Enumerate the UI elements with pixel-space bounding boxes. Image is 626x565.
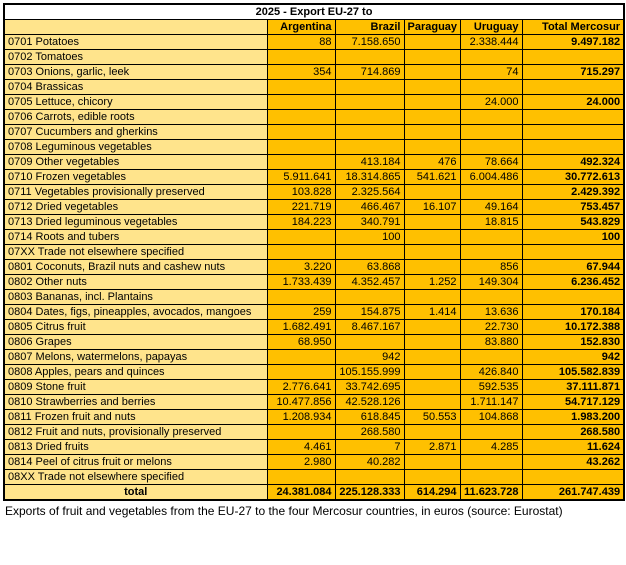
product-row — [4, 305, 624, 320]
country-value-cell: 1.414 — [404, 305, 460, 320]
country-value-cell: 1.682.491 — [267, 320, 335, 335]
country-value-cell: 2.776.641 — [267, 380, 335, 395]
country-value-cell: 476 — [404, 155, 460, 170]
total-mercosur-value-cell: 543.829 — [522, 215, 624, 230]
country-value-cell — [267, 245, 335, 260]
country-value-cell — [404, 65, 460, 80]
country-value-cell — [460, 125, 522, 140]
product-row — [4, 185, 624, 200]
product-row-label: 0802 Other nuts — [4, 275, 267, 290]
product-row-label: 0808 Apples, pears and quinces — [4, 365, 267, 380]
country-value-cell: 40.282 — [335, 455, 404, 470]
product-row — [4, 215, 624, 230]
country-value-cell: 10.477.856 — [267, 395, 335, 410]
total-mercosur-value-cell: 67.944 — [522, 260, 624, 275]
product-row — [4, 155, 624, 170]
country-value-cell: 18.815 — [460, 215, 522, 230]
total-mercosur-value-cell: 9.497.182 — [522, 35, 624, 50]
country-value-cell: 78.664 — [460, 155, 522, 170]
product-row-label: 0714 Roots and tubers — [4, 230, 267, 245]
product-row-label: 0711 Vegetables provisionally preserved — [4, 185, 267, 200]
total-mercosur-value-cell — [522, 290, 624, 305]
product-row-label: 0702 Tomatoes — [4, 50, 267, 65]
product-row-label: 0805 Citrus fruit — [4, 320, 267, 335]
country-value-cell: 24.000 — [460, 95, 522, 110]
country-value-cell: 856 — [460, 260, 522, 275]
product-row — [4, 380, 624, 395]
country-value-cell: 4.285 — [460, 440, 522, 455]
product-row — [4, 200, 624, 215]
export-eu27-mercosur-table — [3, 3, 625, 501]
country-value-cell — [404, 80, 460, 95]
country-value-cell — [404, 230, 460, 245]
country-value-cell — [335, 290, 404, 305]
country-value-cell — [267, 140, 335, 155]
country-value-cell: 50.553 — [404, 410, 460, 425]
total-mercosur-value-cell: 268.580 — [522, 425, 624, 440]
country-value-cell: 268.580 — [335, 425, 404, 440]
product-row-label: 0704 Brassicas — [4, 80, 267, 95]
product-row-label: 0706 Carrots, edible roots — [4, 110, 267, 125]
country-value-cell — [335, 335, 404, 350]
country-value-cell: 6.004.486 — [460, 170, 522, 185]
product-row — [4, 65, 624, 80]
country-value-cell: 340.791 — [335, 215, 404, 230]
country-value-cell: 105.155.999 — [335, 365, 404, 380]
product-row — [4, 245, 624, 260]
product-row-label: 0807 Melons, watermelons, papayas — [4, 350, 267, 365]
product-row-label: 0806 Grapes — [4, 335, 267, 350]
total-mercosur-value-cell — [522, 470, 624, 485]
figure-caption: Exports of fruit and vegetables from the EU-27 to the four Mercosur countries, in euros (source: Eurostat) — [5, 504, 563, 518]
column-header-argentina: Argentina — [267, 20, 335, 35]
country-value-cell — [404, 335, 460, 350]
product-row — [4, 395, 624, 410]
country-value-cell — [404, 185, 460, 200]
product-row-label: 0708 Leguminous vegetables — [4, 140, 267, 155]
country-value-cell — [267, 230, 335, 245]
total-mercosur-value-cell — [522, 140, 624, 155]
product-row — [4, 470, 624, 485]
total-mercosur-value-cell: 24.000 — [522, 95, 624, 110]
product-row-label: 0713 Dried leguminous vegetables — [4, 215, 267, 230]
product-row-label: 0803 Bananas, incl. Plantains — [4, 290, 267, 305]
country-value-cell — [460, 185, 522, 200]
country-value-cell: 4.352.457 — [335, 275, 404, 290]
country-value-cell — [404, 215, 460, 230]
country-value-cell: 592.535 — [460, 380, 522, 395]
total-row-label: total — [4, 485, 267, 501]
column-header-row — [4, 20, 624, 35]
product-row-label: 0809 Stone fruit — [4, 380, 267, 395]
product-row-label: 0814 Peel of citrus fruit or melons — [4, 455, 267, 470]
country-value-cell: 74 — [460, 65, 522, 80]
product-row — [4, 410, 624, 425]
column-header-uruguay: Uruguay — [460, 20, 522, 35]
total-mercosur-value-cell: 100 — [522, 230, 624, 245]
country-value-cell — [404, 350, 460, 365]
country-value-cell — [335, 140, 404, 155]
country-value-cell: 49.164 — [460, 200, 522, 215]
country-value-cell — [460, 350, 522, 365]
country-value-cell: 88 — [267, 35, 335, 50]
country-value-cell — [335, 245, 404, 260]
product-row — [4, 455, 624, 470]
country-value-cell — [460, 290, 522, 305]
country-value-cell: 68.950 — [267, 335, 335, 350]
country-value-cell — [335, 125, 404, 140]
country-value-cell — [404, 365, 460, 380]
total-row — [4, 485, 624, 501]
total-mercosur-value-cell: 152.830 — [522, 335, 624, 350]
country-value-cell — [267, 125, 335, 140]
product-row-label: 0811 Frozen fruit and nuts — [4, 410, 267, 425]
country-value-cell: 2.325.564 — [335, 185, 404, 200]
country-value-cell — [404, 50, 460, 65]
product-row-label: 0707 Cucumbers and gherkins — [4, 125, 267, 140]
total-mercosur-value-cell: 30.772.613 — [522, 170, 624, 185]
country-value-cell: 104.868 — [460, 410, 522, 425]
country-value-cell — [404, 290, 460, 305]
product-row — [4, 275, 624, 290]
country-value-cell: 1.252 — [404, 275, 460, 290]
country-value-cell: 942 — [335, 350, 404, 365]
total-mercosur-value-cell: 942 — [522, 350, 624, 365]
country-value-cell: 1.711.147 — [460, 395, 522, 410]
country-value-cell: 13.636 — [460, 305, 522, 320]
country-value-cell — [460, 50, 522, 65]
product-row — [4, 110, 624, 125]
country-value-cell: 413.184 — [335, 155, 404, 170]
country-value-cell: 3.220 — [267, 260, 335, 275]
product-row-label: 0801 Coconuts, Brazil nuts and cashew nuts — [4, 260, 267, 275]
country-value-cell: 2.871 — [404, 440, 460, 455]
country-value-cell: 2.980 — [267, 455, 335, 470]
country-value-cell — [404, 320, 460, 335]
country-value-cell — [267, 425, 335, 440]
total-mercosur-value-cell: 105.582.839 — [522, 365, 624, 380]
country-value-cell — [460, 230, 522, 245]
country-value-cell: 354 — [267, 65, 335, 80]
country-value-cell — [267, 80, 335, 95]
total-mercosur-value-cell — [522, 80, 624, 95]
total-brazil: 225.128.333 — [335, 485, 404, 501]
country-value-cell — [267, 290, 335, 305]
country-value-cell: 42.528.126 — [335, 395, 404, 410]
total-mercosur-value-cell: 2.429.392 — [522, 185, 624, 200]
country-value-cell: 149.304 — [460, 275, 522, 290]
row-label-column-header — [4, 20, 267, 35]
total-mercosur-value-cell: 37.111.871 — [522, 380, 624, 395]
column-header-brazil: Brazil — [335, 20, 404, 35]
country-value-cell: 100 — [335, 230, 404, 245]
product-row — [4, 425, 624, 440]
country-value-cell — [404, 380, 460, 395]
country-value-cell — [267, 470, 335, 485]
country-value-cell: 426.840 — [460, 365, 522, 380]
country-value-cell: 714.869 — [335, 65, 404, 80]
country-value-cell: 8.467.167 — [335, 320, 404, 335]
product-row — [4, 440, 624, 455]
country-value-cell: 18.314.865 — [335, 170, 404, 185]
country-value-cell: 1.208.934 — [267, 410, 335, 425]
country-value-cell — [404, 95, 460, 110]
country-value-cell — [267, 110, 335, 125]
product-row-label: 0810 Strawberries and berries — [4, 395, 267, 410]
country-value-cell: 2.338.444 — [460, 35, 522, 50]
country-value-cell — [335, 50, 404, 65]
country-value-cell — [460, 470, 522, 485]
country-value-cell: 541.621 — [404, 170, 460, 185]
total-mercosur-value-cell: 6.236.452 — [522, 275, 624, 290]
product-row — [4, 335, 624, 350]
column-header-paraguay: Paraguay — [404, 20, 460, 35]
country-value-cell — [404, 35, 460, 50]
country-value-cell — [267, 95, 335, 110]
total-mercosur-value-cell: 170.184 — [522, 305, 624, 320]
country-value-cell — [267, 365, 335, 380]
country-value-cell: 5.911.641 — [267, 170, 335, 185]
table-body — [4, 35, 624, 485]
total-mercosur-grand-total: 261.747.439 — [522, 485, 624, 501]
country-value-cell — [404, 425, 460, 440]
country-value-cell: 7 — [335, 440, 404, 455]
country-value-cell — [404, 110, 460, 125]
total-mercosur-value-cell: 753.457 — [522, 200, 624, 215]
total-mercosur-value-cell: 54.717.129 — [522, 395, 624, 410]
country-value-cell — [404, 140, 460, 155]
country-value-cell: 221.719 — [267, 200, 335, 215]
country-value-cell: 63.868 — [335, 260, 404, 275]
country-value-cell — [404, 470, 460, 485]
country-value-cell: 466.467 — [335, 200, 404, 215]
country-value-cell — [460, 110, 522, 125]
total-mercosur-value-cell: 11.624 — [522, 440, 624, 455]
country-value-cell: 154.875 — [335, 305, 404, 320]
title-row — [4, 4, 624, 20]
total-paraguay: 614.294 — [404, 485, 460, 501]
product-row-label: 0812 Fruit and nuts, provisionally preserved — [4, 425, 267, 440]
product-row — [4, 170, 624, 185]
country-value-cell: 184.223 — [267, 215, 335, 230]
country-value-cell: 103.828 — [267, 185, 335, 200]
total-mercosur-value-cell: 1.983.200 — [522, 410, 624, 425]
product-row-label: 0705 Lettuce, chicory — [4, 95, 267, 110]
country-value-cell — [460, 455, 522, 470]
country-value-cell — [404, 125, 460, 140]
product-row — [4, 80, 624, 95]
total-argentina: 24.381.084 — [267, 485, 335, 501]
product-row — [4, 290, 624, 305]
total-mercosur-value-cell — [522, 245, 624, 260]
product-row — [4, 365, 624, 380]
country-value-cell — [460, 245, 522, 260]
country-value-cell — [404, 455, 460, 470]
country-value-cell — [335, 470, 404, 485]
country-value-cell: 83.880 — [460, 335, 522, 350]
product-row — [4, 95, 624, 110]
country-value-cell — [267, 155, 335, 170]
country-value-cell: 22.730 — [460, 320, 522, 335]
country-value-cell — [404, 395, 460, 410]
column-header-total-mercosur: Total Mercosur — [522, 20, 624, 35]
total-mercosur-value-cell — [522, 50, 624, 65]
product-row-label: 07XX Trade not elsewhere specified — [4, 245, 267, 260]
total-mercosur-value-cell: 43.262 — [522, 455, 624, 470]
country-value-cell — [460, 425, 522, 440]
product-row — [4, 350, 624, 365]
country-value-cell: 33.742.695 — [335, 380, 404, 395]
product-row — [4, 35, 624, 50]
product-row — [4, 125, 624, 140]
country-value-cell — [267, 50, 335, 65]
country-value-cell — [335, 95, 404, 110]
total-mercosur-value-cell: 10.172.388 — [522, 320, 624, 335]
total-mercosur-value-cell — [522, 110, 624, 125]
total-mercosur-value-cell: 492.324 — [522, 155, 624, 170]
country-value-cell: 259 — [267, 305, 335, 320]
country-value-cell — [335, 110, 404, 125]
product-row-label: 0804 Dates, figs, pineapples, avocados, mangoes — [4, 305, 267, 320]
country-value-cell — [404, 245, 460, 260]
product-row — [4, 50, 624, 65]
table-title: 2025 - Export EU-27 to — [4, 4, 624, 20]
total-mercosur-value-cell: 715.297 — [522, 65, 624, 80]
country-value-cell — [460, 80, 522, 95]
product-row-label: 0813 Dried fruits — [4, 440, 267, 455]
product-row-label: 0703 Onions, garlic, leek — [4, 65, 267, 80]
product-row — [4, 140, 624, 155]
product-row — [4, 320, 624, 335]
country-value-cell: 618.845 — [335, 410, 404, 425]
product-row-label: 0709 Other vegetables — [4, 155, 267, 170]
product-row — [4, 260, 624, 275]
product-row-label: 0701 Potatoes — [4, 35, 267, 50]
country-value-cell — [404, 260, 460, 275]
country-value-cell: 16.107 — [404, 200, 460, 215]
country-value-cell — [460, 140, 522, 155]
country-value-cell: 1.733.439 — [267, 275, 335, 290]
country-value-cell: 7.158.650 — [335, 35, 404, 50]
total-mercosur-value-cell — [522, 125, 624, 140]
country-value-cell — [267, 350, 335, 365]
product-row-label: 0712 Dried vegetables — [4, 200, 267, 215]
country-value-cell — [335, 80, 404, 95]
country-value-cell: 4.461 — [267, 440, 335, 455]
product-row-label: 08XX Trade not elsewhere specified — [4, 470, 267, 485]
product-row-label: 0710 Frozen vegetables — [4, 170, 267, 185]
product-row — [4, 230, 624, 245]
total-uruguay: 11.623.728 — [460, 485, 522, 501]
